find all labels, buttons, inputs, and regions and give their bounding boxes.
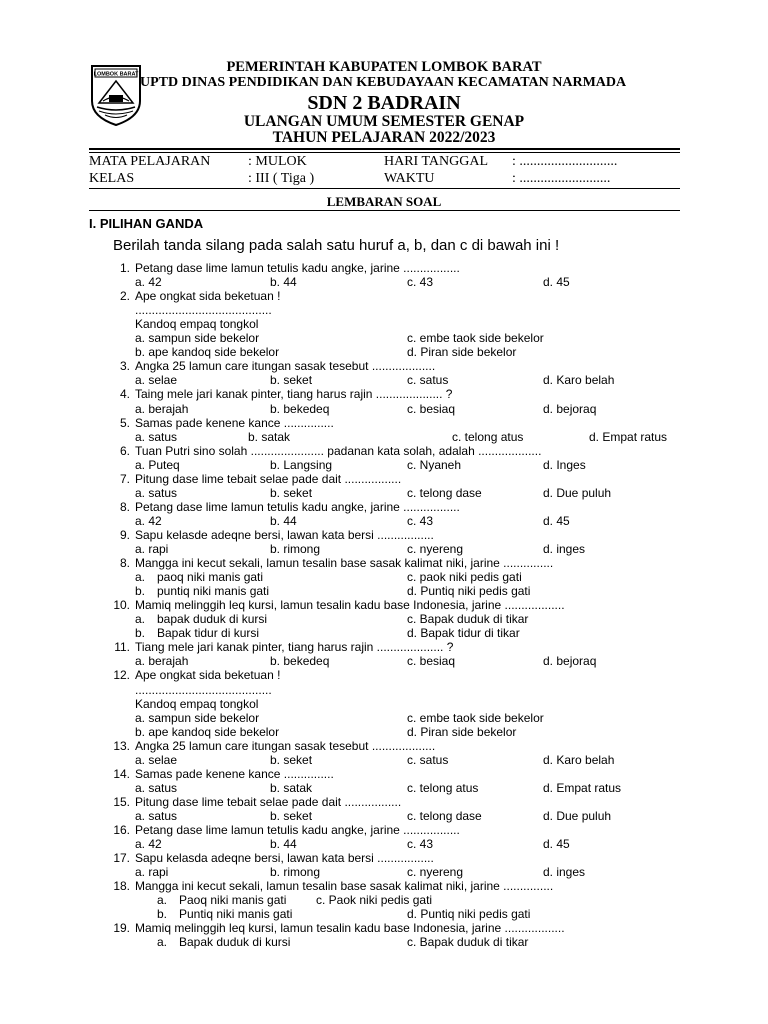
option: Puntiq niki manis gati — [179, 907, 293, 922]
question-subtext: ......................................... — [135, 303, 272, 318]
option: d. Empat ratus — [543, 780, 622, 795]
question-text: Mamiq melinggih leq kursi, lamun tesalin kadu base Indonesia, jarine .................. — [135, 598, 565, 613]
title-divider — [89, 210, 680, 211]
header-government: PEMERINTAH KABUPATEN LOMBOK BARAT — [226, 59, 542, 75]
question-text: Petang dase lime lamun tetulis kadu angke, jarine ................. — [135, 823, 460, 837]
question-number: 15. — [113, 794, 130, 809]
info-divider — [89, 188, 680, 189]
option: a. satus — [135, 808, 178, 823]
school-name: SDN 2 BADRAIN — [307, 92, 461, 114]
option: c. Bapak duduk di tikar — [407, 935, 529, 950]
option: c. embe taok side bekelor — [407, 331, 544, 346]
section-title: I. PILIHAN GANDA — [89, 216, 204, 231]
option: a. rapi — [135, 542, 169, 556]
exam-title: ULANGAN UMUM SEMESTER GENAP — [243, 113, 525, 130]
question-text: Ape ongkat sida beketuan ! — [135, 289, 281, 304]
header-department: UPTD DINAS PENDIDIKAN DAN KEBUDAYAAN KECAMATAN NARMADA — [140, 75, 627, 90]
option: c. telong dase — [407, 485, 482, 500]
option: d. Karo belah — [543, 752, 615, 767]
option: b. Langsing — [270, 457, 333, 472]
question-number: 16. — [113, 823, 130, 837]
question-number: 17. — [113, 851, 130, 866]
option: bapak duduk di kursi — [157, 612, 268, 627]
question-number: 12. — [113, 668, 130, 683]
option: c. nyereng — [407, 542, 464, 556]
option: b. seket — [270, 485, 313, 500]
class-value: : III ( Tiga ) — [248, 171, 315, 186]
option: a. 42 — [135, 275, 162, 290]
option: d. bejoraq — [543, 654, 597, 669]
option: d. Empat ratus — [589, 429, 668, 444]
option: d. 45 — [543, 513, 570, 528]
question-text: Taing mele jari kanak pinter, tiang harus rajin .................... ? — [135, 387, 453, 402]
question-number: 2. — [119, 289, 130, 304]
question-number: 7. — [119, 471, 130, 486]
option: d. bejoraq — [543, 401, 597, 416]
option: d. Puntiq niki pedis gati — [407, 907, 531, 922]
option: a. selae — [135, 752, 178, 767]
option: b. 44 — [270, 275, 297, 290]
option: c. paok niki pedis gati — [407, 570, 522, 585]
header-divider-thin — [89, 152, 680, 153]
svg-text:LOMBOK BARAT: LOMBOK BARAT — [93, 71, 139, 78]
option: d. inges — [543, 542, 586, 556]
option: c. satus — [407, 752, 449, 767]
option: d. Puntiq niki pedis gati — [407, 584, 531, 599]
option: Paoq niki manis gati — [179, 893, 287, 908]
option: paoq niki manis gati — [157, 570, 264, 585]
option: d. Bapak tidur di tikar — [407, 626, 520, 641]
option: b. bekedeq — [270, 401, 330, 416]
time-label: WAKTU — [384, 171, 435, 186]
option: c. embe taok side bekelor — [407, 710, 544, 725]
option: b. rimong — [270, 865, 321, 880]
question-number: 3. — [119, 359, 130, 374]
question-number: 6. — [119, 443, 130, 458]
option: c. Paok niki pedis gati — [316, 893, 433, 908]
question-number: 10. — [113, 598, 130, 613]
option: a. sampun side bekelor — [135, 331, 260, 346]
option: c. nyereng — [407, 865, 464, 880]
question-number: 18. — [113, 879, 130, 894]
question-text: Pitung dase lime tebait selae pade dait ................. — [135, 794, 402, 809]
option: puntiq niki manis gati — [157, 584, 270, 599]
question-text: Ape ongkat sida beketuan ! — [135, 668, 281, 683]
date-label: HARI TANGGAL — [384, 154, 489, 169]
question-number: 1. — [119, 261, 130, 275]
option: d. inges — [543, 865, 586, 880]
question-number: 8. — [119, 556, 130, 571]
option: a. berajah — [135, 401, 189, 416]
academic-year: TAHUN PELAJARAN 2022/2023 — [272, 129, 496, 146]
question-number: 13. — [113, 738, 130, 753]
question-text: Sapu kelasde adeqne bersi, lawan kata bersi ................. — [135, 527, 434, 542]
option-letter: b. — [135, 626, 146, 641]
option: c. telong dase — [407, 808, 482, 823]
option: a. satus — [135, 429, 178, 444]
option: c. 43 — [407, 275, 434, 290]
question-text: Mangga ini kecut sekali, lamun tesalin base sasak kalimat niki, jarine ............... — [135, 556, 554, 571]
subject-label: MATA PELAJARAN — [89, 154, 211, 169]
header-divider-thick — [89, 148, 680, 150]
question-number: 14. — [113, 766, 130, 781]
option: a. 42 — [135, 837, 162, 852]
question-number: 5. — [119, 415, 130, 430]
option-letter: b. — [135, 584, 146, 599]
option: c. telong atus — [407, 780, 479, 795]
option: c. satus — [407, 373, 449, 388]
question-text: Tiang mele jari kanak pinter, tiang harus rajin .................... ? — [135, 640, 454, 655]
question-number: 8. — [119, 499, 130, 514]
question-text: Sapu kelasda adeqne bersi, lawan kata bersi ................. — [135, 851, 434, 866]
sheet-title: LEMBARAN SOAL — [326, 194, 442, 209]
date-value: : ............................ — [512, 154, 618, 169]
option: Bapak tidur di kursi — [157, 626, 260, 641]
question-text: Samas pade kenene kance ............... — [135, 766, 334, 781]
option: a. sampun side bekelor — [135, 710, 260, 725]
option-letter: b. — [157, 907, 168, 922]
question-text: Petang dase lime lamun tetulis kadu angke, jarine ................. — [135, 499, 460, 514]
option-letter: a. — [157, 935, 168, 950]
option: a. Puteq — [135, 457, 180, 472]
question-text: Angka 25 lamun care itungan sasak tesebut ................... — [135, 738, 436, 753]
option: b. 44 — [270, 513, 297, 528]
option: b. seket — [270, 808, 313, 823]
option: a. 42 — [135, 513, 162, 528]
question-text: Tuan Putri sino solah ...................... padanan kata solah, adalah ................... — [135, 443, 542, 458]
option: d. Due puluh — [543, 485, 612, 500]
option: a. selae — [135, 373, 178, 388]
question-text: Angka 25 lamun care itungan sasak tesebut ................... — [135, 359, 436, 374]
question-text: Mangga ini kecut sekali, lamun tesalin base sasak kalimat niki, jarine ............... — [135, 879, 554, 894]
option: c. Bapak duduk di tikar — [407, 612, 529, 627]
option: b. satak — [248, 429, 291, 444]
option: d. Piran side bekelor — [407, 724, 517, 739]
option: b. ape kandoq side bekelor — [135, 724, 280, 739]
time-value: : .......................... — [512, 171, 611, 186]
option: b. satak — [270, 780, 313, 795]
question-number: 9. — [119, 527, 130, 542]
option: d. Inges — [543, 457, 586, 472]
class-label: KELAS — [89, 171, 135, 186]
option: c. telong atus — [452, 429, 524, 444]
option: b. seket — [270, 752, 313, 767]
option-letter: a. — [135, 612, 146, 627]
question-number: 4. — [119, 387, 130, 402]
option: a. satus — [135, 780, 178, 795]
option: c. Nyaneh — [407, 457, 462, 472]
option: d. Piran side bekelor — [407, 345, 517, 360]
option: b. seket — [270, 373, 313, 388]
option: Bapak duduk di kursi — [179, 935, 291, 950]
question-number: 19. — [113, 921, 130, 936]
question-subtext: Kandoq empaq tongkol — [135, 696, 259, 711]
option: b. rimong — [270, 542, 321, 556]
option: c. 43 — [407, 837, 434, 852]
option: d. Karo belah — [543, 373, 615, 388]
option: c. besiaq — [407, 654, 456, 669]
question-text: Pitung dase lime tebait selae pade dait ................. — [135, 471, 402, 486]
option: c. 43 — [407, 513, 434, 528]
question-text: Samas pade kenene kance ............... — [135, 415, 334, 430]
question-subtext: Kandoq empaq tongkol — [135, 317, 259, 332]
option: a. berajah — [135, 654, 189, 669]
option: a. satus — [135, 485, 178, 500]
option: d. 45 — [543, 837, 570, 852]
option-letter: Petang dase lime lamun tetulis kadu angke, jarine ................. — [135, 261, 460, 275]
option: c. besiaq — [407, 401, 456, 416]
option: d. Due puluh — [543, 808, 612, 823]
option-letter: a. — [135, 570, 146, 585]
option: b. bekedeq — [270, 654, 330, 669]
option: b. ape kandoq side bekelor — [135, 345, 280, 360]
question-number: 11. — [114, 640, 130, 655]
option-letter: a. — [157, 893, 168, 908]
question-text: Mamiq melinggih leq kursi, lamun tesalin kadu base Indonesia, jarine .................. — [135, 921, 565, 936]
instruction-text: Berilah tanda silang pada salah satu huruf a, b, dan c di bawah ini ! — [113, 237, 560, 254]
subject-value: : MULOK — [248, 154, 307, 169]
question-subtext: ......................................... — [135, 682, 272, 697]
option: a. rapi — [135, 865, 169, 880]
option: b. 44 — [270, 837, 297, 852]
option: d. 45 — [543, 275, 570, 290]
